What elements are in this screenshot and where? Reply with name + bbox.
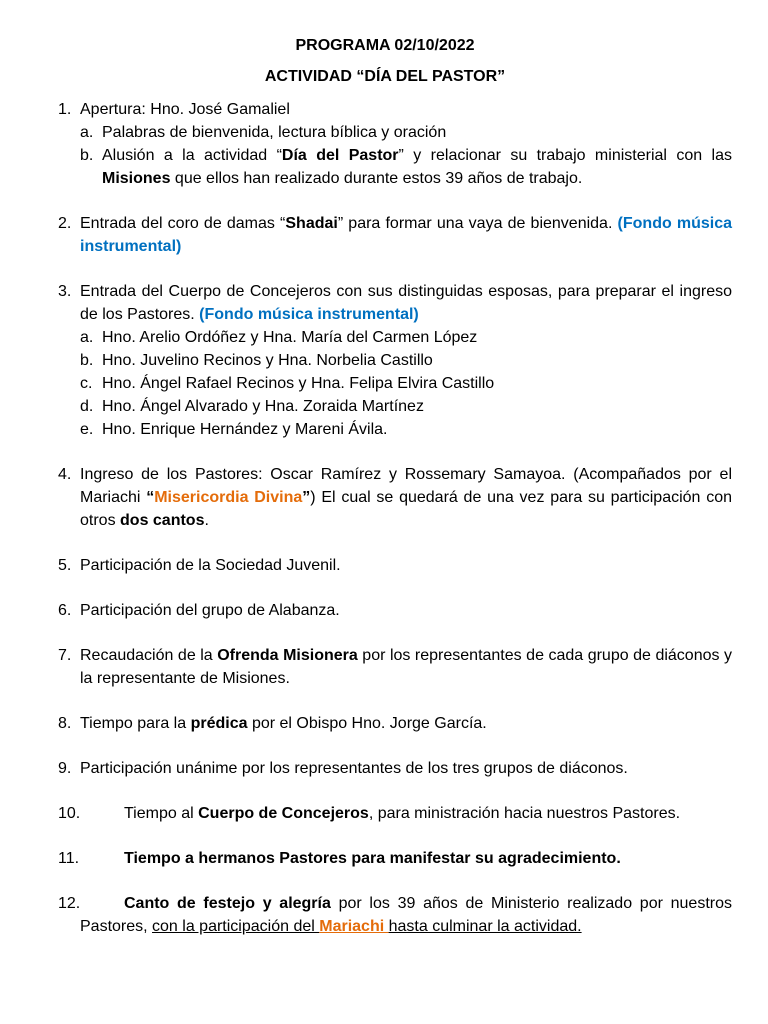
bold-text: Shadai xyxy=(285,215,338,232)
item-text: Ingreso de los Pastores: Oscar Ramírez y Rossemary Samayoa. (Acompañados por el Mariachi xyxy=(80,466,732,506)
item-text: Recaudación de la xyxy=(80,647,218,664)
list-item xyxy=(58,463,732,532)
sub-list xyxy=(80,121,732,190)
sub-letter: b. xyxy=(80,352,94,369)
bold-text: Misiones xyxy=(102,170,171,187)
sub-text: Hno. Ángel Rafael Recinos y Hna. Felipa Elvira Castillo xyxy=(102,375,495,392)
item-number: 4. xyxy=(58,466,72,483)
item-text: , para ministración hacia nuestros Pastores. xyxy=(368,805,681,822)
bold-text: dos cantos xyxy=(120,512,205,529)
bold-quote: ” xyxy=(302,489,311,506)
underlined-text: con la participación del xyxy=(152,918,320,935)
item-text: Participación unánime por los representantes de los tres grupos de diáconos. xyxy=(80,760,628,777)
sub-text: que ellos han realizado durante estos 39 años de trabajo. xyxy=(170,170,583,187)
list-item xyxy=(58,554,732,577)
sub-text: Hno. Enrique Hernández y Mareni Ávila. xyxy=(102,421,388,438)
bold-text: Ofrenda Misionera xyxy=(217,647,358,664)
sub-letter: e. xyxy=(80,421,94,438)
sub-list xyxy=(80,326,732,441)
mariachi-name: Misericordia Divina xyxy=(154,489,303,506)
item-number: 8. xyxy=(58,715,72,732)
sub-list-item xyxy=(80,326,732,349)
list-item xyxy=(58,280,732,441)
sub-list-item xyxy=(80,418,732,441)
sub-letter: d. xyxy=(80,398,94,415)
item-number: 5. xyxy=(58,557,72,574)
list-item xyxy=(58,644,732,690)
sub-text: Hno. Juvelino Recinos y Hna. Norbelia Castillo xyxy=(102,352,433,369)
item-text: Entrada del Cuerpo de Concejeros con sus distinguidas esposas, para preparar el ingreso de los Pastores. xyxy=(80,283,732,323)
music-note: (Fondo música instrumental) xyxy=(199,306,419,323)
sub-text: Hno. Arelio Ordóñez y Hna. María del Carmen López xyxy=(102,329,478,346)
list-item xyxy=(58,757,732,780)
item-number: 6. xyxy=(58,602,72,619)
sub-text: Alusión a la actividad “ xyxy=(102,147,282,164)
item-number: 7. xyxy=(58,647,72,664)
item-text: Tiempo para la xyxy=(80,715,191,732)
sub-list-item xyxy=(80,372,732,395)
sub-letter: c. xyxy=(80,375,93,392)
item-text: Apertura: Hno. José Gamaliel xyxy=(80,101,290,118)
sub-letter: a. xyxy=(80,124,94,141)
item-number: 9. xyxy=(58,760,72,777)
item-number: 3. xyxy=(58,283,72,300)
item-text: . xyxy=(204,512,209,529)
item-text: Entrada del coro de damas “ xyxy=(80,215,286,232)
sub-text: ” y relacionar su trabajo ministerial con las xyxy=(398,147,733,164)
bold-text: prédica xyxy=(190,715,248,732)
bold-text: Canto de festejo y alegría xyxy=(124,895,331,912)
item-number: 2. xyxy=(58,215,72,232)
sub-list-item xyxy=(80,144,732,190)
item-text: por el Obispo Hno. Jorge García. xyxy=(247,715,487,732)
list-item xyxy=(58,599,732,622)
bold-text: Tiempo a hermanos Pastores para manifestar su agradecimiento. xyxy=(124,850,621,867)
sub-list-item xyxy=(80,349,732,372)
item-text: Participación de la Sociedad Juvenil. xyxy=(80,557,341,574)
item-text: Participación del grupo de Alabanza. xyxy=(80,602,340,619)
sub-letter: a. xyxy=(80,329,94,346)
list-item xyxy=(58,212,732,258)
program-list xyxy=(58,98,732,938)
sub-letter: b. xyxy=(80,147,94,164)
list-item xyxy=(58,847,732,870)
activity-title: ACTIVIDAD “DÍA DEL PASTOR” xyxy=(264,68,506,85)
list-item xyxy=(58,892,732,938)
sub-text: Hno. Ángel Alvarado y Hna. Zoraida Martínez xyxy=(102,398,424,415)
underlined-text: hasta culminar la actividad. xyxy=(388,918,582,935)
sub-text: Palabras de bienvenida, lectura bíblica y oración xyxy=(102,124,447,141)
item-text: ) El cual se quedará de una vez para su participación con otros xyxy=(80,489,733,529)
list-item xyxy=(58,98,732,190)
item-number: 1. xyxy=(58,101,72,118)
bold-text: Día del Pastor xyxy=(281,147,399,164)
list-item xyxy=(58,802,732,825)
item-text: por los representantes de cada grupo de diáconos y la representante de Misiones. xyxy=(80,647,733,687)
sub-list-item xyxy=(80,395,732,418)
list-item xyxy=(58,712,732,735)
item-text: por los 39 años de Ministerio realizado por nuestros Pastores, xyxy=(80,895,732,935)
item-text: Tiempo al xyxy=(124,805,199,822)
item-text: ” para formar una vaya de bienvenida. xyxy=(337,215,618,232)
music-note: (Fondo música instrumental) xyxy=(80,215,733,255)
mariachi-name: Mariachi xyxy=(319,918,389,935)
sub-list-item xyxy=(80,121,732,144)
bold-text: Cuerpo de Concejeros xyxy=(198,805,369,822)
item-number: 12. xyxy=(58,895,81,912)
bold-quote: “ xyxy=(146,489,155,506)
item-number: 11. xyxy=(58,850,80,867)
item-number: 10. xyxy=(58,805,81,822)
program-title: PROGRAMA 02/10/2022 xyxy=(295,37,475,54)
